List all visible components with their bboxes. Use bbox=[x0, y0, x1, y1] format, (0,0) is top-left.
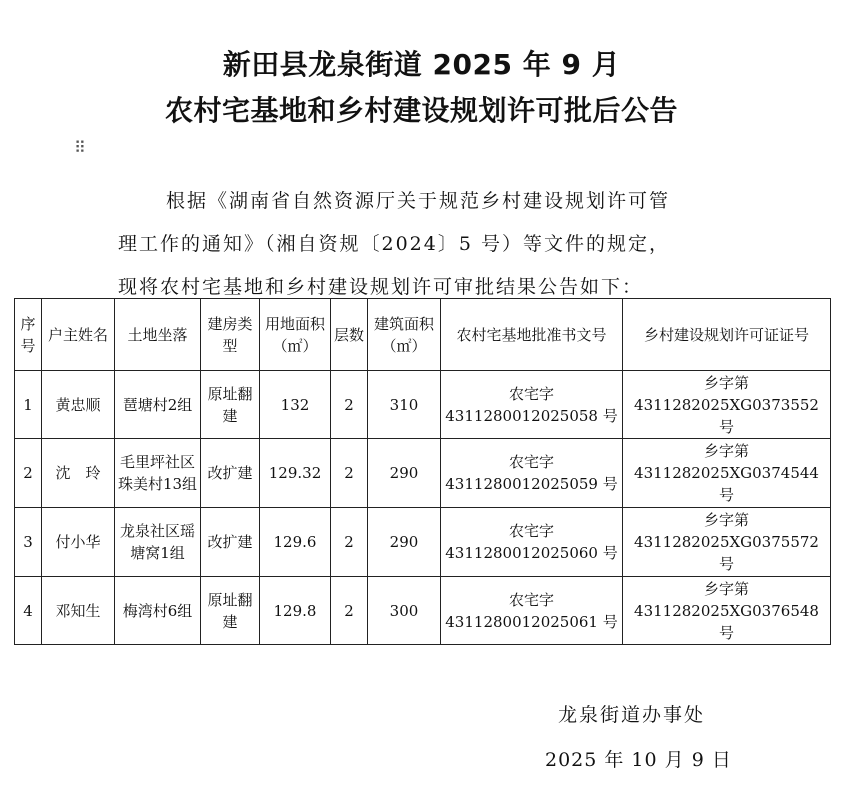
cell-seq: 3 bbox=[15, 508, 42, 577]
cell-owner: 黄忠顺 bbox=[42, 371, 115, 439]
cell-permit-no bbox=[623, 371, 831, 439]
cell-type: 原址翻建 bbox=[201, 577, 260, 645]
header-seq: 序号 bbox=[15, 299, 42, 371]
permit-prefix: 乡字第 bbox=[703, 511, 749, 529]
doc-prefix: 农宅字 bbox=[508, 453, 554, 471]
doc-prefix: 农宅字 bbox=[508, 590, 554, 609]
permit-prefix: 乡字第 bbox=[703, 373, 749, 392]
cell-homestead-doc bbox=[441, 371, 623, 439]
cell-seq: 4 bbox=[15, 577, 42, 645]
table-header-row bbox=[15, 299, 831, 371]
cell-land-area: 129.8 bbox=[260, 577, 331, 645]
cell-location: 龙泉社区瑶塘窝1组 bbox=[115, 508, 201, 577]
doc-number: 4311280012025058 号 bbox=[445, 406, 618, 425]
header-floors: 层数 bbox=[331, 299, 368, 371]
table-row bbox=[15, 439, 831, 508]
cell-build-area: 310 bbox=[368, 371, 441, 439]
permit-prefix: 乡字第 bbox=[703, 579, 749, 598]
drag-handle-icon[interactable]: ⠿ bbox=[74, 138, 84, 157]
cell-floors: 2 bbox=[331, 577, 368, 645]
cell-build-area: 290 bbox=[368, 439, 441, 508]
cell-owner: 沈 玲 bbox=[42, 439, 115, 508]
cell-permit-no bbox=[623, 577, 831, 645]
cell-location: 梅湾村6组 bbox=[115, 577, 201, 645]
doc-number: 4311280012025060 号 bbox=[445, 544, 618, 562]
cell-floors: 2 bbox=[331, 371, 368, 439]
cell-permit-no bbox=[623, 508, 831, 577]
table-row bbox=[15, 508, 831, 577]
intro-line-1: 根据《湖南省自然资源厅关于规范乡村建设规划许可管 bbox=[166, 190, 671, 212]
cell-floors: 2 bbox=[331, 508, 368, 577]
cell-type: 原址翻建 bbox=[201, 371, 260, 439]
cell-homestead-doc bbox=[441, 508, 623, 577]
header-owner: 户主姓名 bbox=[42, 299, 115, 371]
cell-homestead-doc bbox=[441, 439, 623, 508]
table-row bbox=[15, 371, 831, 439]
header-homestead-doc: 农村宅基地批准书文号 bbox=[441, 299, 623, 371]
permit-prefix: 乡字第 bbox=[703, 442, 749, 460]
cell-land-area: 129.32 bbox=[260, 439, 331, 508]
doc-number: 4311280012025059 号 bbox=[445, 475, 618, 493]
header-location: 土地坐落 bbox=[115, 299, 201, 371]
cell-homestead-doc bbox=[441, 577, 623, 645]
cell-type: 改扩建 bbox=[201, 439, 260, 508]
cell-owner: 邓知生 bbox=[42, 577, 115, 645]
intro-line-3: 现将农村宅基地和乡村建设规划许可审批结果公告如下： bbox=[118, 276, 644, 298]
cell-land-area: 129.6 bbox=[260, 508, 331, 577]
header-permit-no: 乡村建设规划许可证证号 bbox=[623, 299, 831, 371]
cell-location: 琶塘村2组 bbox=[115, 371, 201, 439]
cell-location: 毛里坪社区珠美村13组 bbox=[115, 439, 201, 508]
doc-number: 4311280012025061 号 bbox=[445, 612, 618, 631]
header-build-area: 建筑面积（㎡） bbox=[368, 299, 441, 371]
header-land-area: 用地面积（㎡） bbox=[260, 299, 331, 371]
header-type: 建房类型 bbox=[201, 299, 260, 371]
cell-build-area: 290 bbox=[368, 508, 441, 577]
issue-date: 2025 年 10 月 9 日 bbox=[545, 749, 732, 771]
table-row bbox=[15, 577, 831, 645]
issuing-office: 龙泉街道办事处 bbox=[558, 704, 706, 726]
cell-land-area: 132 bbox=[260, 371, 331, 439]
permit-number: 4311282025XG0375572 号 bbox=[634, 533, 819, 573]
doc-prefix: 农宅字 bbox=[508, 384, 554, 403]
notice-title-line1: 新田县龙泉街道 2025 年 9 月 bbox=[222, 48, 621, 81]
permit-number: 4311282025XG0376548 号 bbox=[634, 601, 819, 642]
cell-permit-no bbox=[623, 439, 831, 508]
intro-line-2: 理工作的通知》（湘自资规〔2024〕5 号）等文件的规定， bbox=[118, 233, 670, 255]
cell-seq: 1 bbox=[15, 371, 42, 439]
notice-title-line2: 农村宅基地和乡村建设规划许可批后公告 bbox=[164, 94, 678, 127]
cell-build-area: 300 bbox=[368, 577, 441, 645]
permit-number: 4311282025XG0374544 号 bbox=[634, 464, 819, 504]
cell-seq: 2 bbox=[15, 439, 42, 508]
cell-type: 改扩建 bbox=[201, 508, 260, 577]
approval-results-table bbox=[14, 298, 831, 645]
cell-floors: 2 bbox=[331, 439, 368, 508]
cell-owner: 付小华 bbox=[42, 508, 115, 577]
permit-number: 4311282025XG0373552 号 bbox=[634, 395, 819, 436]
doc-prefix: 农宅字 bbox=[508, 522, 554, 540]
